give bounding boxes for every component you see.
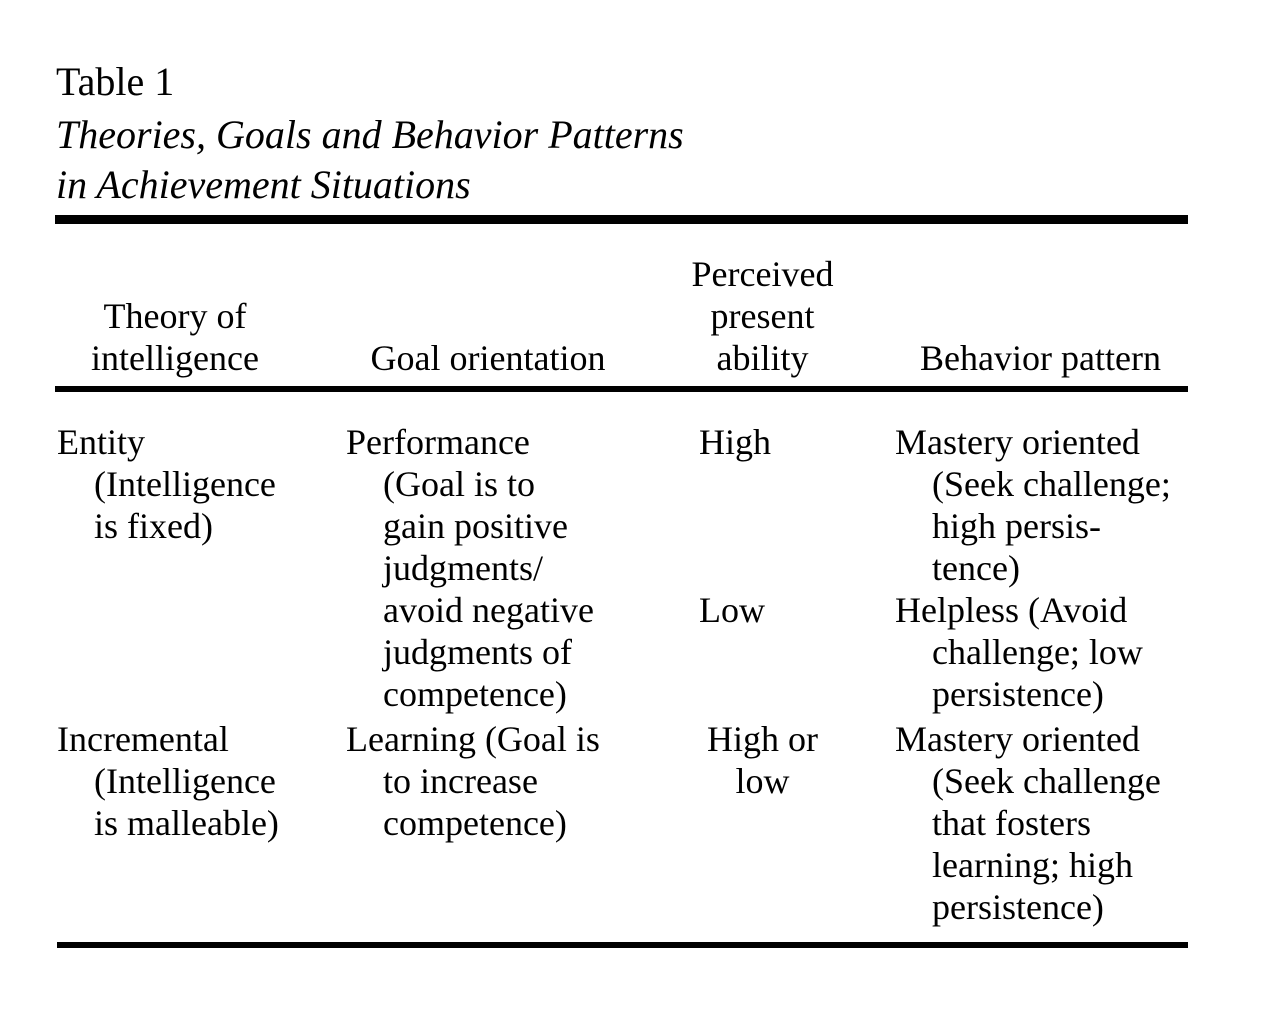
cell-entity-high-ability: High xyxy=(699,422,771,462)
cell-line: Helpless (Avoid xyxy=(895,590,1128,630)
cell-incremental-theory xyxy=(57,718,279,844)
cell-line: that fosters xyxy=(932,803,1091,843)
cell-line: to increase xyxy=(383,761,538,801)
cell-line: persistence) xyxy=(932,674,1104,714)
cell-line: high persis- xyxy=(932,506,1101,546)
cell-line: judgments/ xyxy=(383,548,543,588)
cell-line: High or xyxy=(707,719,818,759)
cell-line: is fixed) xyxy=(94,506,213,546)
cell-line: (Intelligence xyxy=(94,464,276,504)
header-behavior-line: Behavior pattern xyxy=(920,338,1161,378)
header-ability-line: Perceived xyxy=(691,254,834,294)
cell-entity-low-behavior xyxy=(895,589,1143,715)
cell-line: gain positive xyxy=(383,506,568,546)
cell-line: learning; high xyxy=(932,845,1133,885)
cell-entity-low-ability: Low xyxy=(699,590,765,630)
table-caption-line-1: Theories, Goals and Behavior Patterns xyxy=(56,112,684,157)
cell-line: competence) xyxy=(383,803,567,843)
cell-line: tence) xyxy=(932,548,1020,588)
table-label: Table 1 xyxy=(56,59,175,104)
table-caption-line-2: in Achievement Situations xyxy=(56,162,471,207)
cell-line: (Intelligence xyxy=(94,761,276,801)
cell-entity-high-behavior xyxy=(895,421,1171,589)
table-top-rule xyxy=(55,215,1188,224)
cell-line: persistence) xyxy=(932,887,1104,927)
cell-line: Mastery oriented xyxy=(895,719,1140,759)
cell-line: (Seek challenge xyxy=(932,761,1161,801)
cell-learning-goal xyxy=(346,718,600,844)
header-bottom-rule xyxy=(55,386,1188,392)
cell-line: competence) xyxy=(383,674,567,714)
cell-line: is malleable) xyxy=(94,803,279,843)
cell-line: (Goal is to xyxy=(383,464,535,504)
header-theory-line: intelligence xyxy=(91,338,259,378)
header-behavior-pattern xyxy=(898,337,1183,379)
header-theory-line: Theory of xyxy=(103,296,247,336)
cell-line: challenge; low xyxy=(932,632,1143,672)
cell-line: Mastery oriented xyxy=(895,422,1140,462)
header-perceived-ability xyxy=(680,253,845,379)
header-goal-line: Goal orientation xyxy=(370,338,606,378)
cell-line: judgments of xyxy=(383,632,572,672)
cell-line: Incremental xyxy=(57,719,229,759)
header-ability-line: present xyxy=(710,296,815,336)
cell-incremental-ability xyxy=(695,718,830,802)
table-bottom-rule xyxy=(57,942,1188,948)
cell-line: Entity xyxy=(57,422,145,462)
cell-entity-theory xyxy=(57,421,276,547)
table-caption xyxy=(56,110,684,210)
cell-line: Learning (Goal is xyxy=(346,719,600,759)
cell-line: avoid negative xyxy=(383,590,594,630)
header-theory-of-intelligence xyxy=(70,295,280,379)
cell-performance-goal xyxy=(346,421,594,715)
header-goal-orientation xyxy=(348,337,628,379)
cell-line: low xyxy=(735,761,790,801)
cell-line: (Seek challenge; xyxy=(932,464,1171,504)
cell-incremental-behavior xyxy=(895,718,1161,928)
header-ability-line: ability xyxy=(716,338,809,378)
cell-line: Performance xyxy=(346,422,530,462)
